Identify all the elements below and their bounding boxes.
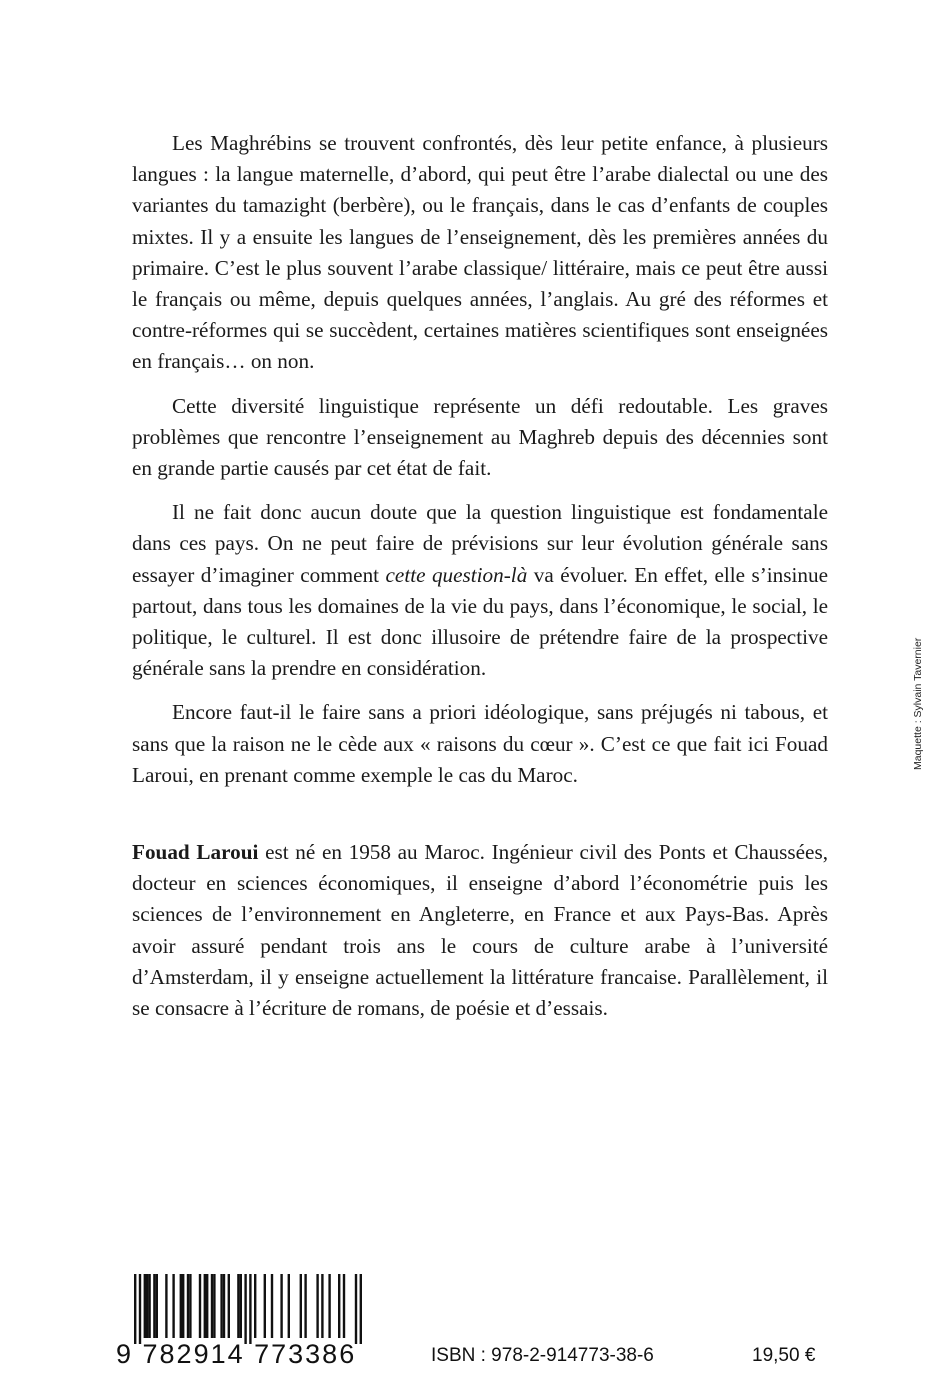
barcode-bar [180, 1274, 182, 1338]
barcode-bar [343, 1274, 345, 1338]
barcode-bar [316, 1274, 318, 1338]
barcode-bar [153, 1274, 155, 1338]
author-name: Fouad Laroui [132, 840, 259, 865]
barcode-bar [146, 1274, 148, 1338]
barcode-bar [360, 1274, 362, 1344]
barcode-bar [271, 1274, 273, 1338]
paragraph-3-emphasis: cette question-là [385, 562, 528, 587]
barcode-bar [156, 1274, 158, 1338]
paragraph-2: Cette diversité linguistique représente un défi redoutable. Les graves problèmes que rencontre l’enseignement au Maghreb depuis des décennies sont en grande partie causés par cet état de fait. [132, 393, 828, 481]
barcode-bar [338, 1274, 340, 1338]
barcode-bar [199, 1274, 201, 1338]
barcode-bar [280, 1274, 282, 1338]
barcode-bar [254, 1274, 256, 1338]
barcode-bar [249, 1274, 251, 1344]
barcode-bar [213, 1274, 215, 1338]
barcode-bar [165, 1274, 167, 1338]
design-credit: Maquette : Sylvain Tavernier [912, 637, 924, 770]
barcode-bar [244, 1274, 246, 1344]
barcode-bar [288, 1274, 290, 1338]
paragraph-4: Encore faut-il le faire sans a priori idéologique, sans préjugés ni tabous, et sans que la raison ne le cède aux « raisons du cœur ». C’est ce que fait ici Fouad Laroui, en prenant comme exemple le cas du Maroc. [132, 700, 828, 787]
paragraph-3 [132, 497, 828, 684]
paragraph-3-text-a: Il ne fait donc aucun doute que la question linguistique est fondamentale dans ces pays. On ne peut faire de prévisions sur leur évolution générale sans essayer d’imaginer comment [132, 500, 828, 587]
barcode-bar [204, 1274, 206, 1338]
barcode-bar [237, 1274, 239, 1338]
barcode-bar [355, 1274, 357, 1344]
barcode-bar [264, 1274, 266, 1338]
barcode-bar [139, 1274, 141, 1344]
back-cover-text [132, 128, 828, 1037]
price-label: 19,50 € [752, 1345, 816, 1366]
barcode-bar [182, 1274, 184, 1338]
barcode-bar [228, 1274, 230, 1338]
barcode-bar [304, 1274, 306, 1338]
barcode-bar [223, 1274, 225, 1338]
barcode-bars [116, 1274, 362, 1344]
isbn-label: ISBN : 978-2-914773-38-6 [431, 1345, 654, 1366]
barcode [116, 1274, 362, 1374]
barcode-bar [240, 1274, 242, 1338]
author-bio-text: est né en 1958 au Maroc. Ingénieur civil des Ponts et Chaussées, docteur en sciences économiques, il enseigne d’abord l’économétrie puis les sciences de l’environnement en Angleterre, en France et aux Pays-Bas. Après avoir assuré pendant trois ans le cours de culture arabe à l’université d’Amsterdam, il y enseigne actuellement la littérature francaise. Parallèlement, il se consacre à l’écriture de romans, de poésie et d’essais. [132, 840, 828, 1021]
barcode-bar [206, 1274, 208, 1338]
author-bio [132, 837, 828, 1024]
barcode-bar [328, 1274, 330, 1338]
barcode-bar [187, 1274, 189, 1338]
paragraph-1: Les Maghrébins se trouvent confrontés, dès leur petite enfance, à plusieurs langues : la langue maternelle, d’abord, qui peut être l’arabe dialectal ou une des variantes du tamazight (berbère), ou le français, dans le cas d’enfants de couples mixtes. Il y a ensuite les langues de l’enseignement, dès les premières années du primaire. C’est le plus souvent l’arabe classique/ littéraire, mais ce peut être aussi le français ou même, depuis quelques années, l’anglais. Au gré des réformes et contre-réformes qui se succèdent, certaines matières scientifiques sont enseignées en français… on non. [132, 131, 828, 374]
barcode-bar [300, 1274, 302, 1338]
barcode-bar [172, 1274, 174, 1338]
barcode-digits: 9 782914 773386 [116, 1339, 357, 1369]
barcode-bar [144, 1274, 146, 1338]
barcode-bar [134, 1274, 136, 1344]
barcode-bar [211, 1274, 213, 1338]
barcode-bar [220, 1274, 222, 1338]
barcode-bar [148, 1274, 150, 1338]
barcode-bar [321, 1274, 323, 1338]
paragraph-3-text-b: va évoluer. En effet, elle s’insinue partout, dans tous les domaines de la vie du pays, dans l’économique, le social, le politique, le culturel. Il est donc illusoire de prétendre faire de la prospective générale sans la prendre en considération. [132, 562, 829, 681]
barcode-bar [189, 1274, 191, 1338]
